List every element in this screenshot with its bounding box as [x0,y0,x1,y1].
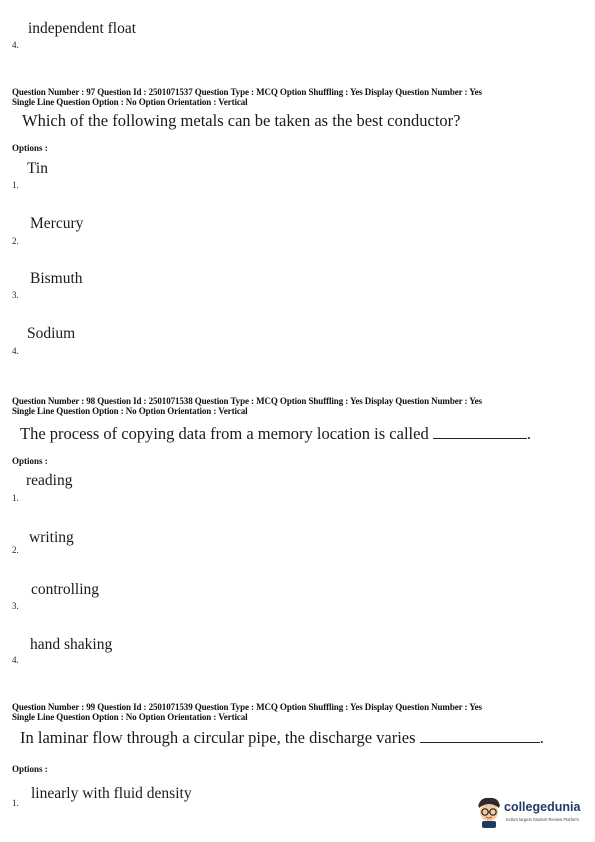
question-meta-line1: Question Number : 99 Question Id : 2501071539 Question Type : MCQ Option Shuffling : Yes Display Question Number : Yes [12,702,482,712]
question-text [20,424,531,443]
option-number: 2. [12,545,19,555]
question-meta-line1: Question Number : 97 Question Id : 2501071537 Question Type : MCQ Option Shuffling : Yes Display Question Number : Yes [12,87,482,97]
options-label: Options : [12,764,48,774]
option-text: Tin [27,160,48,177]
options-label: Options : [12,456,48,466]
option-text: writing [29,529,74,546]
option-number: 1. [12,798,19,808]
option-number: 2. [12,236,19,246]
question-meta-line1: Question Number : 98 Question Id : 2501071538 Question Type : MCQ Option Shuffling : Yes Display Question Number : Yes [12,396,482,406]
mascot-icon [474,795,504,829]
option-text: reading [26,472,73,489]
question-meta-line2: Single Line Question Option : No Option Orientation : Vertical [12,406,248,416]
question-text-end: . [539,728,544,747]
option-number: 3. [12,601,19,611]
option-text: Mercury [30,215,84,232]
question-text-body: In laminar flow through a circular pipe, the discharge varies [20,728,416,747]
answer-blank [420,728,540,743]
question-text-end: . [526,424,531,443]
question-text [20,728,544,747]
option-text: independent float [28,20,137,37]
option-number: 3. [12,290,19,300]
option-text: linearly with fluid density [31,785,192,802]
options-label: Options : [12,143,48,153]
option-text: Sodium [27,325,76,342]
option-number: 4. [12,346,19,356]
option-text: controlling [31,581,100,598]
option-text: hand shaking [30,636,113,653]
question-meta-line2: Single Line Question Option : No Option Orientation : Vertical [12,97,248,107]
logo-tagline: India's largest Student Review Platform [506,817,579,822]
option-text: Bismuth [30,270,83,287]
question-text-body: The process of copying data from a memory location is called [20,424,429,443]
option-number: 4. [12,655,19,665]
question-text: Which of the following metals can be taken as the best conductor? [22,111,461,130]
option-number: 1. [12,180,19,190]
option-number: 4. [12,40,19,50]
logo-name: collegedunia [504,800,581,814]
option-number: 1. [12,493,19,503]
answer-blank [433,424,527,439]
question-meta-line2: Single Line Question Option : No Option Orientation : Vertical [12,712,248,722]
